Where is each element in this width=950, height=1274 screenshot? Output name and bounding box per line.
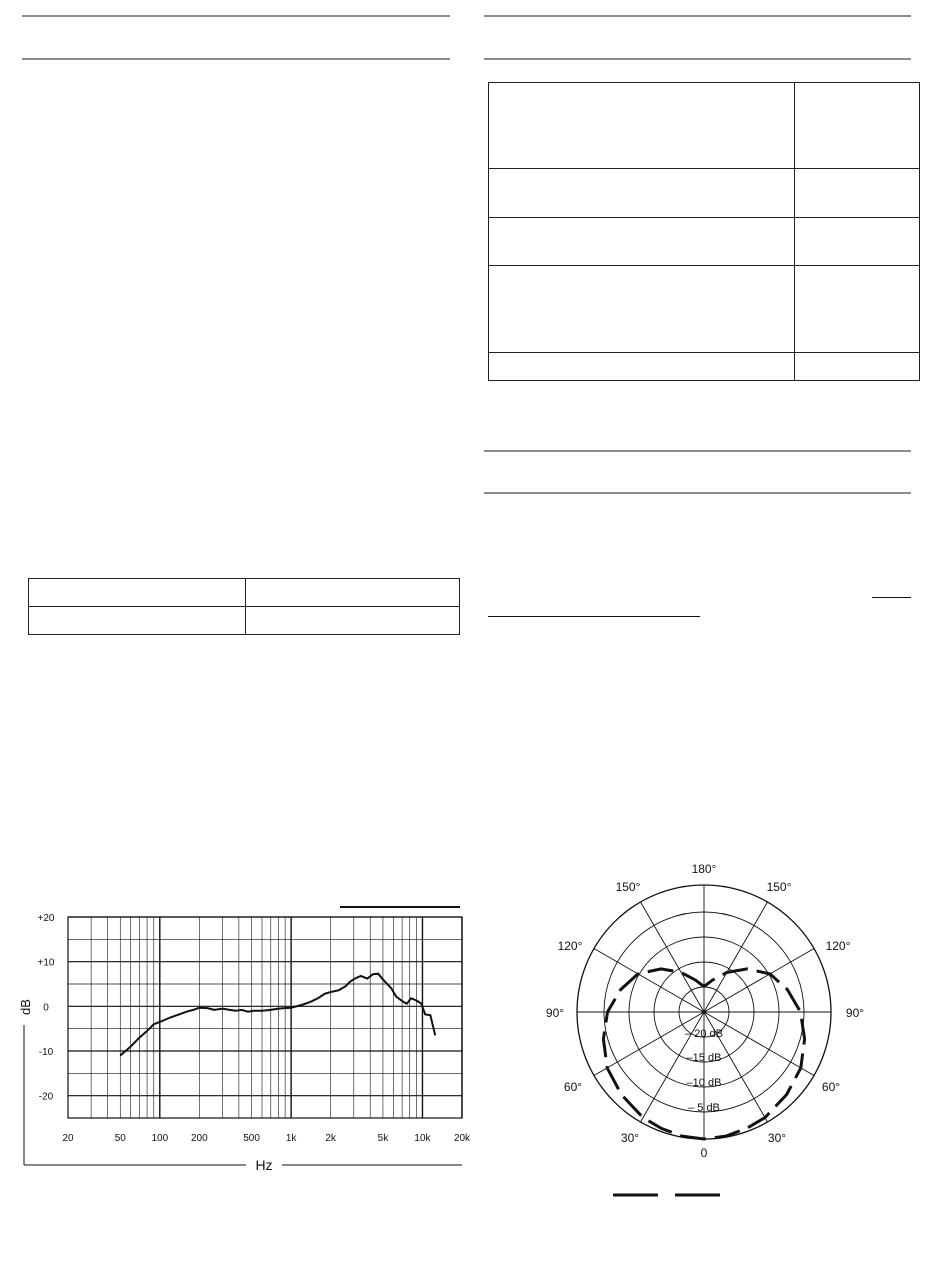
polar-angle-label: 180° xyxy=(691,862,717,876)
y-axis-label: dB xyxy=(18,999,33,1015)
polar-angle-label: 30° xyxy=(767,1131,787,1145)
polar-angle-label: 0 xyxy=(700,1146,708,1160)
polar-angle-label: 90° xyxy=(545,1006,565,1020)
x-tick-label: 5k xyxy=(377,1133,389,1144)
table-row xyxy=(489,169,920,218)
left-header-rule-bottom xyxy=(22,58,450,60)
table-row xyxy=(489,218,920,266)
x-tick-label: 10k xyxy=(414,1133,431,1144)
polar-ring-label: – 20 dB xyxy=(685,1028,723,1040)
x-axis-label: Hz xyxy=(255,1157,273,1173)
table-row xyxy=(489,353,920,381)
polar-angle-label: 120° xyxy=(825,939,851,953)
y-tick-label: -10 xyxy=(38,1047,54,1058)
polar-angle-label: 60° xyxy=(563,1080,583,1094)
x-tick-label: 20 xyxy=(62,1133,74,1144)
x-tick-label: 2k xyxy=(325,1133,336,1144)
y-tick-label: +10 xyxy=(37,957,55,969)
polar-angle-label: 30° xyxy=(620,1131,640,1145)
y-tick-label: +20 xyxy=(37,913,55,924)
y-tick-label: 0 xyxy=(43,1002,49,1014)
polar-angle-label: 60° xyxy=(821,1080,841,1094)
underline-fragment-right xyxy=(872,597,911,598)
x-tick-label: 50 xyxy=(114,1133,126,1144)
y-tick-label: -20 xyxy=(38,1091,54,1103)
left-header-rule-top xyxy=(22,15,450,17)
polar-angle-label: 150° xyxy=(615,880,641,894)
frequency-response-chart xyxy=(0,895,480,1175)
polar-angle-label: 90° xyxy=(845,1006,865,1020)
right-header-rule-top xyxy=(484,15,911,17)
table-row xyxy=(29,579,460,607)
underline-fragment-left xyxy=(488,616,700,617)
polar-pattern-chart xyxy=(525,855,895,1205)
polar-angle-label: 150° xyxy=(766,880,792,894)
table-row xyxy=(489,266,920,353)
specifications-table xyxy=(488,82,920,381)
right-section2-rule-top xyxy=(484,450,911,452)
polar-ring-label: –15 dB xyxy=(686,1052,722,1064)
x-tick-label: 500 xyxy=(243,1133,260,1144)
plot-frame xyxy=(68,917,462,1118)
response-curve xyxy=(120,974,435,1056)
right-header-rule-bottom xyxy=(484,58,911,60)
x-tick-label: 100 xyxy=(151,1133,169,1144)
table-row xyxy=(29,607,460,635)
x-tick-label: 20k xyxy=(453,1133,471,1144)
right-section2-rule-bottom xyxy=(484,492,911,494)
polar-angle-label: 120° xyxy=(557,939,583,953)
model-table xyxy=(28,578,460,635)
x-tick-label: 1k xyxy=(285,1133,297,1144)
polar-ring-label: –10 dB xyxy=(686,1077,722,1089)
table-row xyxy=(489,83,920,169)
polar-ring-label: – 5 dB xyxy=(688,1102,720,1114)
x-tick-label: 200 xyxy=(190,1133,208,1144)
